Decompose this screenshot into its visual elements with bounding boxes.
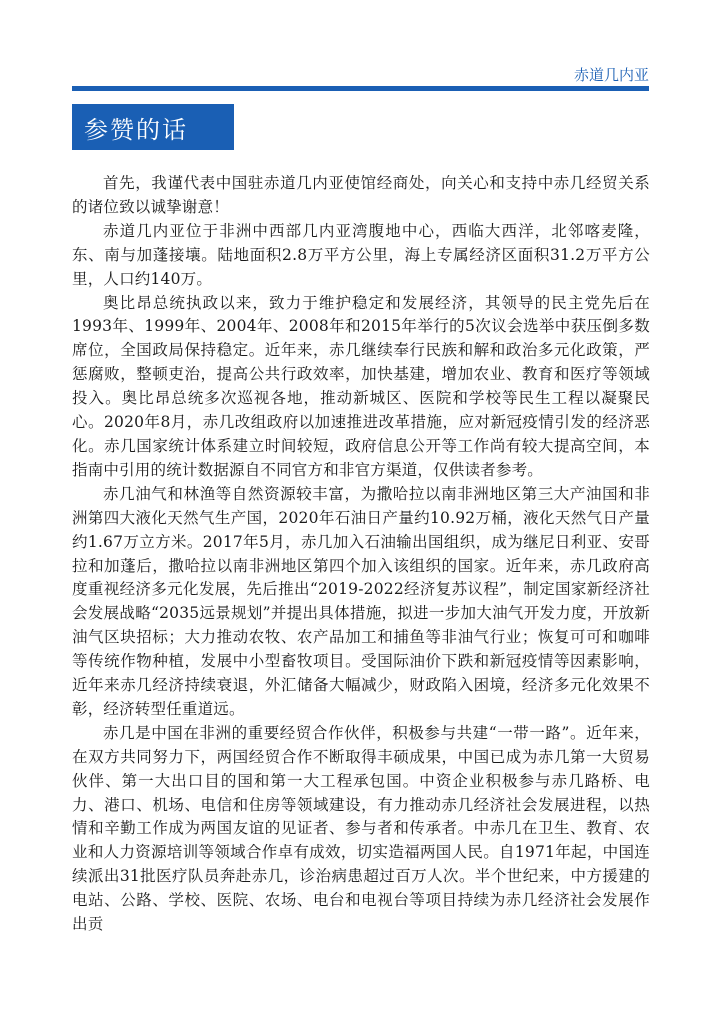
paragraph: 首先，我谨代表中国驻赤道几内亚使馆经商处，向关心和支持中赤几经贸关系的诸位致以诚挚谢意！ bbox=[72, 174, 650, 216]
section-title-banner bbox=[72, 104, 234, 150]
header-rule bbox=[72, 86, 649, 91]
paragraph: 赤道几内亚位于非洲中西部几内亚湾腹地中心，西临大西洋，北邻喀麦隆，东、南与加蓬接壤。陆地面积2.8万平方公里，海上专属经济区面积31.2万平方公里，人口约140万。 bbox=[72, 221, 650, 288]
paragraph: 赤几油气和林渔等自然资源较丰富，为撒哈拉以南非洲地区第三大产油国和非洲第四大液化天然气生产国，2020年石油日产量约10.92万桶，液化天然气日产量约1.67万立方米。2017年5月，赤几加入石油输出国组织，成为继尼日利亚、安哥拉和加蓬后，撒哈拉以南非洲地区第四个加入该组织的国家。近年来，赤几政府高度重视经济多元化发展，先后推出“2019-2022经济复苏议程”，制定国家新经济社会发展战略“2035远景规划”并提出具体措施，拟进一步加大油气开发力度，开放新油气区块招标；大力推动农牧、农产品加工和捕鱼等非油气行业；恢复可可和咖啡等传统作物种植，发展中小型畜牧项目。受国际油价下跌和新冠疫情等因素影响，近年来赤几经济持续衰退，外汇储备大幅减少，财政陷入困境，经济多元化效果不彰，经济转型任重道远。 bbox=[72, 484, 650, 718]
paragraph: 赤几是中国在非洲的重要经贸合作伙伴，积极参与共建“一带一路”。近年来，在双方共同努力下，两国经贸合作不断取得丰硕成果，中国已成为赤几第一大贸易伙伴、第一大出口目的国和第一大工程承包国。中资企业积极参与赤几路桥、电力、港口、机场、电信和住房等领域建设，有力推动赤几经济社会发展进程，以热情和辛勤工作成为两国友谊的见证者、参与者和传承者。中赤几在卫生、教育、农业和人力资源培训等领域合作卓有成效，切实造福两国人民。自1971年起，中国连续派出31批医疗队员奔赴赤几，诊治病患超过百万人次。半个世纪来，中方援建的电站、公路、学校、医院、农场、电台和电视台等项目持续为赤几经济社会发展作出贡 bbox=[72, 723, 650, 934]
body-text bbox=[72, 172, 650, 937]
running-header: 赤道几内亚 bbox=[573, 66, 649, 84]
section-title: 参赞的话 bbox=[84, 115, 188, 144]
paragraph: 奥比昂总统执政以来，致力于维护稳定和发展经济，其领导的民主党先后在1993年、1999年、2004年、2008年和2015年举行的5次议会选举中获压倒多数席位，全国政局保持稳定。近年来，赤几继续奉行民族和解和政治多元化政策，严惩腐败，整顿吏治，提高公共行政效率，加快基建，增加农业、教育和医疗等领域投入。奥比昂总统多次巡视各地，推动新城区、医院和学校等民生工程以凝聚民心。2020年8月，赤几改组政府以加速推进改革措施，应对新冠疫情引发的经济恶化。赤几国家统计体系建立时间较短，政府信息公开等工作尚有较大提高空间，本指南中引用的统计数据源自不同官方和非官方渠道，仅供读者参考。 bbox=[72, 293, 650, 479]
